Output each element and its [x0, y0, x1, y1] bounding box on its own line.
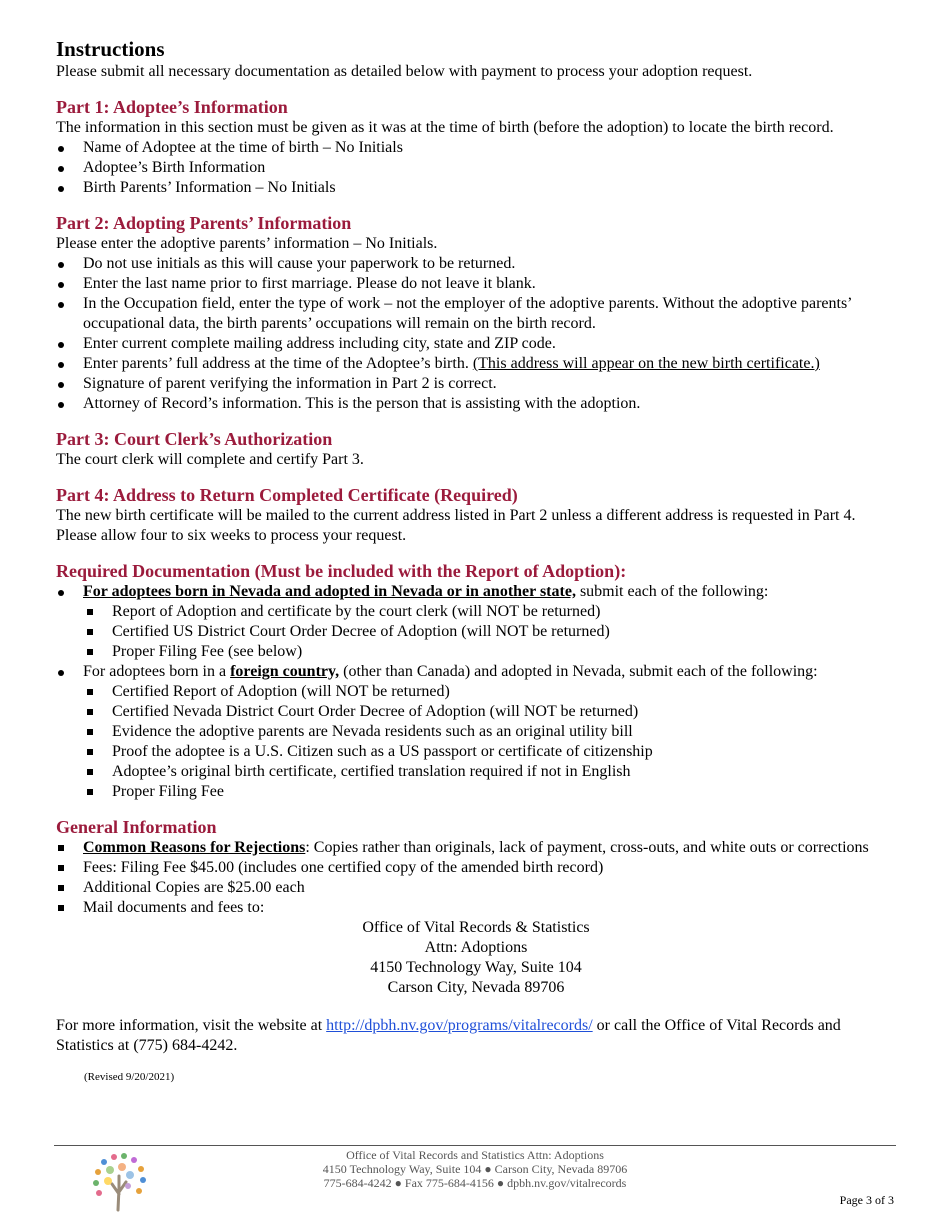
- address-line: Carson City, Nevada 89706: [387, 979, 565, 996]
- mailing-address: [56, 918, 896, 998]
- group1-lead: For adoptees born in Nevada and adopted in Nevada or in another state,: [83, 583, 576, 600]
- intro-text: Please submit all necessary documentation as detailed below with payment to process your adoption request.: [56, 63, 753, 80]
- required-group-foreign: [56, 662, 896, 682]
- general-section: [56, 816, 896, 998]
- list-item: Proof the adoptee is a U.S. Citizen such as a US passport or certificate of citizenship: [56, 742, 896, 762]
- footer-divider: [54, 1145, 896, 1146]
- list-item: Fees: Filing Fee $45.00 (includes one certified copy of the amended birth record): [56, 858, 896, 878]
- address-note: (This address will appear on the new birth certificate.): [472, 355, 820, 372]
- part4-section: [56, 484, 896, 546]
- required-section: [56, 560, 896, 802]
- list-item: Attorney of Record’s information. This is the person that is assisting with the adoption.: [56, 394, 896, 414]
- list-item: Mail documents and fees to:: [56, 898, 896, 918]
- required-heading: Required Documentation (Must be included with the Report of Adoption):: [56, 561, 627, 581]
- more-info-pre: For more information, visit the website at: [56, 1017, 327, 1034]
- list-item-address: [56, 354, 896, 374]
- list-item: Certified Nevada District Court Order Decree of Adoption (will NOT be returned): [56, 702, 896, 722]
- vital-records-link[interactable]: http://dpbh.nv.gov/programs/vitalrecords/: [326, 1017, 593, 1034]
- part4-heading: Part 4: Address to Return Completed Certificate (Required): [56, 485, 518, 505]
- group2-bold: foreign country,: [230, 663, 340, 680]
- address-line: Office of Vital Records & Statistics: [362, 919, 590, 936]
- address-instruction: Enter parents’ full address at the time of the Adoptee’s birth.: [83, 355, 473, 372]
- footer-line: 4150 Technology Way, Suite 104 ● Carson City, Nevada 89706: [322, 1162, 628, 1176]
- list-item: Certified US District Court Order Decree of Adoption (will NOT be returned): [56, 622, 896, 642]
- part1-text: The information in this section must be given as it was at the time of birth (before the adoption) to locate the birth record.: [56, 119, 834, 136]
- list-item: Adoptee’s Birth Information: [56, 158, 896, 178]
- part3-text: The court clerk will complete and certify Part 3.: [56, 451, 364, 468]
- list-item: Additional Copies are $25.00 each: [56, 878, 896, 898]
- list-item: Do not use initials as this will cause your paperwork to be returned.: [56, 254, 896, 274]
- rejections-item: [56, 838, 896, 858]
- more-info-text: [56, 1016, 896, 1056]
- footer-contact: [250, 1148, 700, 1190]
- group2-rest: (other than Canada) and adopted in Nevada, submit each of the following:: [339, 663, 818, 680]
- list-item: Adoptee’s original birth certificate, certified translation required if not in English: [56, 762, 896, 782]
- part1-list: [56, 138, 896, 198]
- list-item: Report of Adoption and certificate by the court clerk (will NOT be returned): [56, 602, 896, 622]
- list-item: Name of Adoptee at the time of birth – No Initials: [56, 138, 896, 158]
- list-item: Enter the last name prior to first marriage. Please do not leave it blank.: [56, 274, 896, 294]
- general-heading: General Information: [56, 817, 217, 837]
- part4-text: The new birth certificate will be mailed to the current address listed in Part 2 unless a different address is requested in Part 4. Please allow four to six weeks to process your request.: [56, 507, 856, 544]
- list-item: Birth Parents’ Information – No Initials: [56, 178, 896, 198]
- group2-items: [56, 682, 896, 802]
- required-group-nevada: [56, 582, 896, 602]
- part2-heading: Part 2: Adopting Parents’ Information: [56, 213, 352, 233]
- part2-list: [56, 254, 896, 414]
- list-item: In the Occupation field, enter the type of work – not the employer of the adoptive parents. Without the adoptive parents’ occupational data, the birth parents’ occupations will remain on the birth record.: [56, 294, 896, 334]
- page-number: Page 3 of 3: [839, 1193, 894, 1207]
- footer-line: 775-684-4242 ● Fax 775-684-4156 ● dpbh.nv.gov/vitalrecords: [323, 1176, 627, 1190]
- part3-section: [56, 428, 896, 470]
- rejections-label: Common Reasons for Rejections: [83, 839, 306, 856]
- document-body: [56, 36, 896, 1084]
- address-line: Attn: Adoptions: [424, 939, 528, 956]
- address-line: 4150 Technology Way, Suite 104: [370, 959, 582, 976]
- footer-line: Office of Vital Records and Statistics Attn: Adoptions: [346, 1148, 604, 1162]
- group1-items: [56, 602, 896, 662]
- group2-pre: For adoptees born in a: [83, 663, 231, 680]
- list-item: Signature of parent verifying the information in Part 2 is correct.: [56, 374, 896, 394]
- list-item: Evidence the adoptive parents are Nevada residents such as an original utility bill: [56, 722, 896, 742]
- part2-text: Please enter the adoptive parents’ information – No Initials.: [56, 235, 438, 252]
- required-list-2: [56, 662, 896, 682]
- part3-heading: Part 3: Court Clerk’s Authorization: [56, 429, 333, 449]
- vital-records-logo-icon: [84, 1150, 154, 1212]
- general-list: [56, 838, 896, 918]
- list-item: Proper Filing Fee (see below): [56, 642, 896, 662]
- part1-heading: Part 1: Adoptee’s Information: [56, 97, 288, 117]
- rejections-text: : Copies rather than originals, lack of payment, cross-outs, and white outs or corrections: [305, 839, 869, 856]
- list-item: Certified Report of Adoption (will NOT be returned): [56, 682, 896, 702]
- revised-date: (Revised 9/20/2021): [84, 1071, 175, 1083]
- list-item: Enter current complete mailing address including city, state and ZIP code.: [56, 334, 896, 354]
- more-info-post: or call the Office of Vital Records and Statistics at (775) 684-4242.: [56, 1017, 841, 1054]
- page-title: Instructions: [56, 37, 165, 61]
- required-list: [56, 582, 896, 602]
- list-item: Proper Filing Fee: [56, 782, 896, 802]
- part1-section: [56, 96, 896, 198]
- part2-section: [56, 212, 896, 414]
- group1-rest: submit each of the following:: [575, 583, 769, 600]
